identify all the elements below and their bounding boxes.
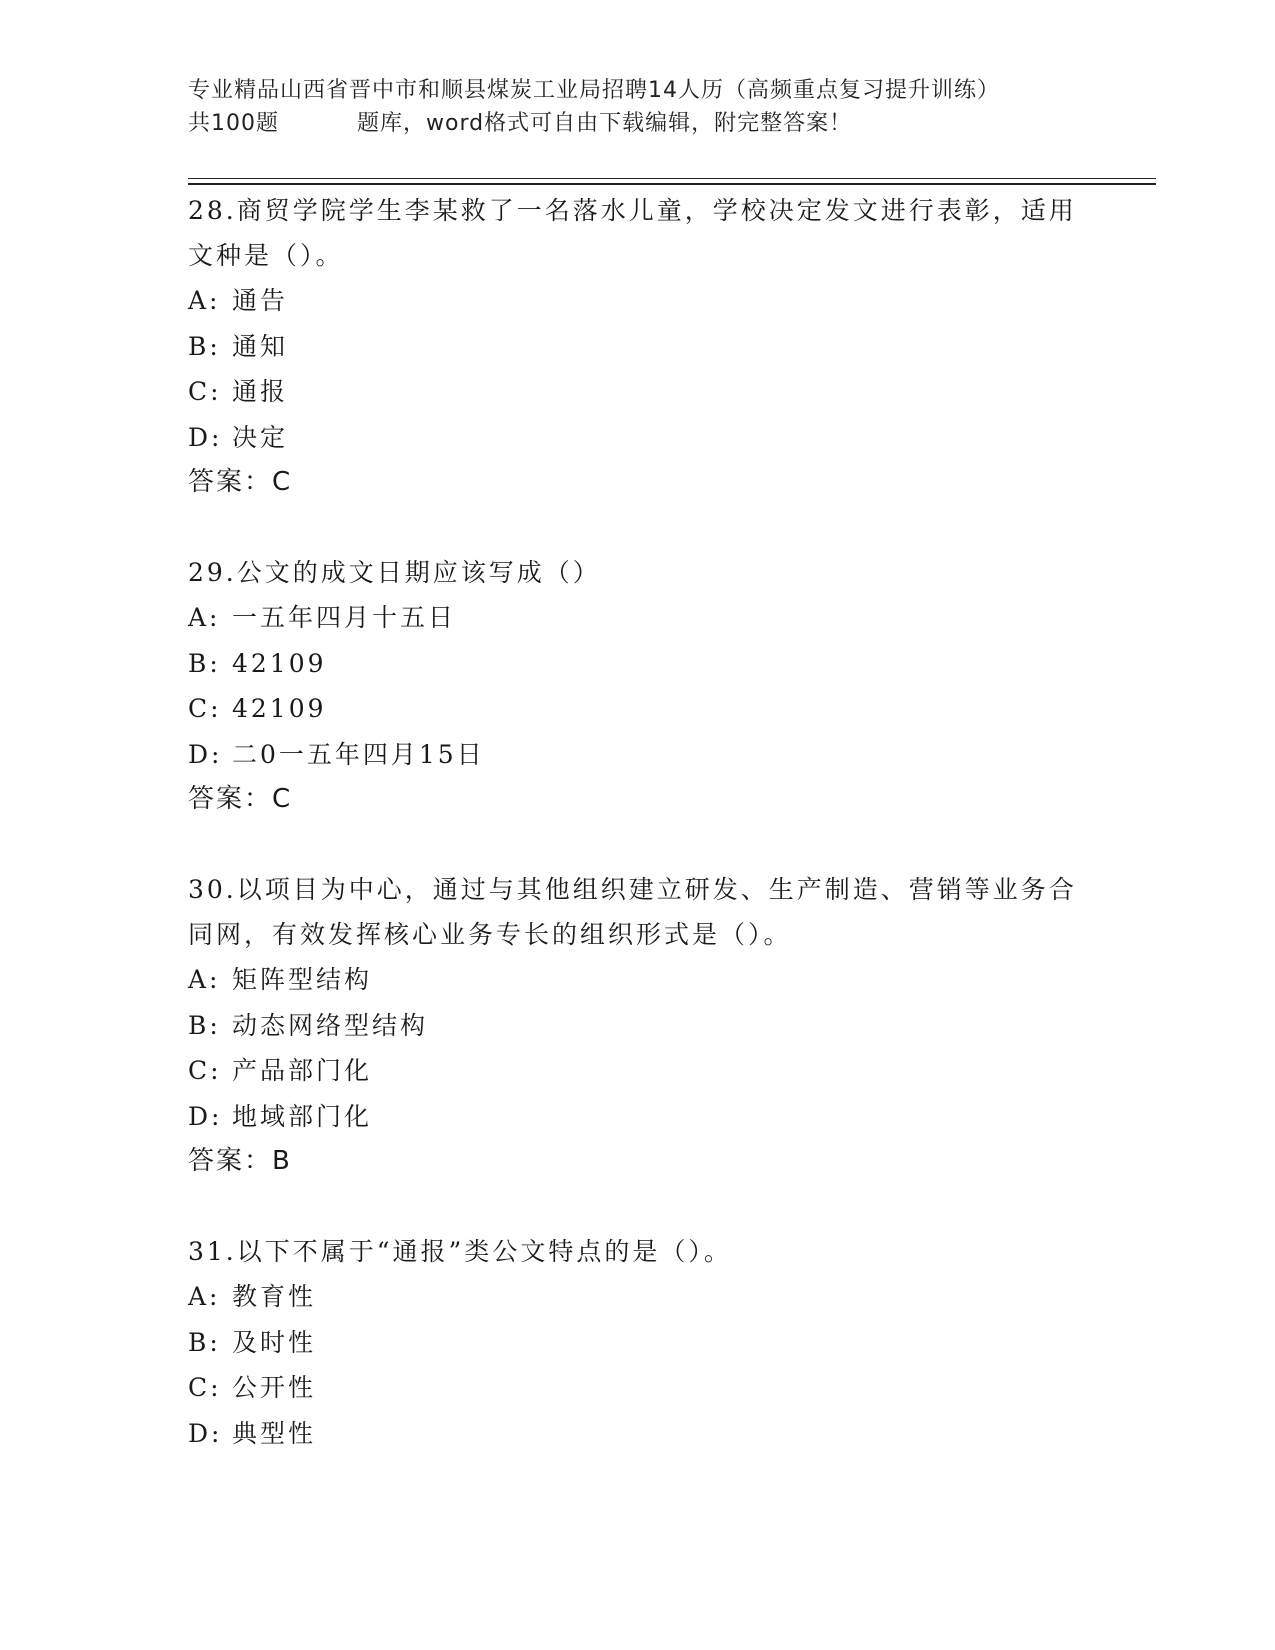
option-text: 矩阵型结构	[232, 965, 373, 994]
option-letter: C:	[188, 377, 222, 406]
header-description: 题库，word格式可自由下载编辑，附完整答案！	[357, 111, 853, 136]
question-list	[188, 188, 1088, 1501]
option-b	[188, 324, 1088, 370]
question-28	[188, 188, 1088, 505]
header-divider-thin	[188, 178, 1156, 179]
question-text: 31.以下不属于“通报”类公文特点的是（）。	[188, 1237, 732, 1266]
option-d	[188, 415, 1088, 461]
question-text: 30.以项目为中心，通过与其他组织建立研发、生产制造、营销等业务合同网，有效发挥核心业务专长的组织形式是（）。	[188, 875, 1077, 949]
option-text: 及时性	[232, 1327, 317, 1357]
option-letter: D:	[188, 1101, 223, 1131]
option-letter: D:	[188, 422, 223, 452]
option-d	[188, 1094, 1088, 1140]
option-letter: B:	[188, 648, 221, 678]
option-d	[188, 1411, 1088, 1457]
option-c	[188, 1048, 1088, 1094]
option-text: 决定	[232, 422, 289, 452]
option-b	[188, 641, 1088, 687]
question-29	[188, 550, 1088, 822]
option-letter: A:	[188, 965, 221, 994]
document-header	[188, 74, 1168, 140]
option-a	[188, 595, 1088, 641]
header-divider-thick	[188, 183, 1156, 185]
option-letter: C:	[188, 1056, 222, 1085]
option-text: 产品部门化	[232, 1056, 373, 1085]
option-letter: A:	[188, 603, 221, 632]
option-text: 动态网络型结构	[232, 1010, 429, 1040]
answer-text: 答案：C	[188, 467, 293, 497]
question-text: 29.公文的成文日期应该写成（）	[188, 558, 601, 587]
option-c	[188, 1365, 1088, 1411]
option-letter: B:	[188, 1327, 221, 1357]
option-c	[188, 369, 1088, 415]
answer-text: 答案：B	[188, 1146, 292, 1176]
option-letter: C:	[188, 694, 222, 723]
option-text: 通报	[232, 377, 289, 406]
option-d	[188, 732, 1088, 778]
option-a	[188, 1274, 1088, 1320]
header-title-line: 专业精品山西省晋中市和顺县煤炭工业局招聘14人历（高频重点复习提升训练）	[188, 78, 1000, 103]
option-letter: A:	[188, 1282, 221, 1311]
option-a	[188, 957, 1088, 1003]
option-letter: D:	[188, 739, 223, 769]
question-30	[188, 867, 1088, 1184]
header-question-count: 共100题	[188, 111, 279, 136]
option-text: 二0一五年四月15日	[232, 739, 485, 769]
option-text: 通知	[232, 331, 289, 361]
option-text: 一五年四月十五日	[232, 603, 457, 632]
option-b	[188, 1003, 1088, 1049]
option-letter: B:	[188, 1010, 221, 1040]
answer-text: 答案：C	[188, 784, 293, 814]
option-letter: B:	[188, 331, 221, 361]
option-letter: C:	[188, 1373, 222, 1402]
option-text: 通告	[232, 286, 289, 315]
option-text: 公开性	[232, 1373, 317, 1402]
option-text: 典型性	[232, 1418, 317, 1448]
option-text: 教育性	[232, 1282, 317, 1311]
option-c	[188, 686, 1088, 732]
option-a	[188, 278, 1088, 324]
option-text: 地域部门化	[232, 1101, 373, 1131]
question-text: 28.商贸学院学生李某救了一名落水儿童，学校决定发文进行表彰，适用文种是（）。	[188, 196, 1077, 270]
question-31	[188, 1229, 1088, 1456]
option-text: 42109	[232, 648, 327, 678]
option-letter: D:	[188, 1418, 223, 1448]
option-text: 42109	[232, 694, 327, 723]
option-letter: A:	[188, 286, 221, 315]
header-subtitle-line	[188, 107, 1168, 140]
option-b	[188, 1320, 1088, 1366]
